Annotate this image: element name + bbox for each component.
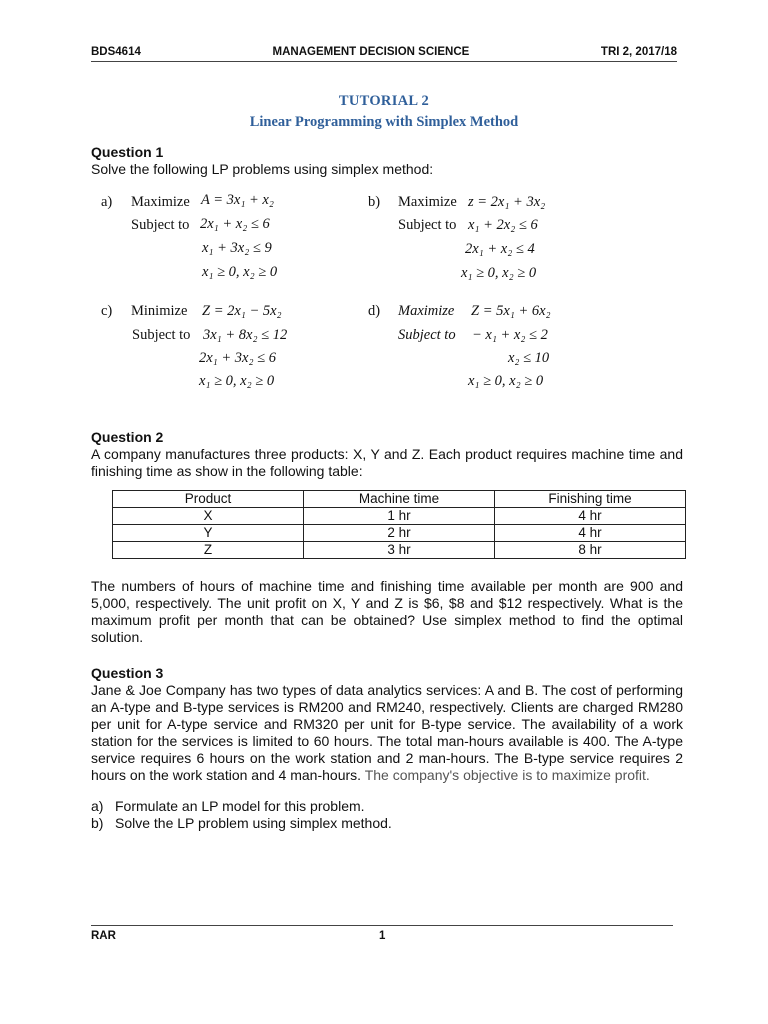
tutorial-title: TUTORIAL 2 — [338, 93, 430, 109]
list-item — [91, 815, 683, 832]
constraint: − x₁ + x₂ ≤ 2 — [472, 327, 548, 343]
course-name: MANAGEMENT DECISION SCIENCE — [272, 46, 470, 58]
page-header — [91, 46, 677, 62]
question-3-body — [91, 682, 683, 784]
term: TRI 2, 2017/18 — [600, 46, 677, 58]
table-cell: 4 hr — [495, 525, 686, 542]
column-header: Finishing time — [495, 491, 686, 508]
objective-keyword: Minimize — [131, 303, 188, 319]
column-header: Machine time — [304, 491, 495, 508]
problem-c — [101, 303, 361, 403]
table-cell: X — [113, 508, 304, 525]
table-cell: Z — [113, 542, 304, 559]
constraint: x₁ ≥ 0, x₂ ≥ 0 — [468, 373, 544, 389]
table-cell: 4 hr — [495, 508, 686, 525]
part-text: Formulate an LP model for this problem. — [115, 798, 365, 814]
product-table — [112, 490, 686, 559]
footer-initials: RAR — [91, 930, 116, 942]
table-cell: 8 hr — [495, 542, 686, 559]
page-number: 1 — [379, 930, 386, 942]
objective-keyword: Maximize — [398, 303, 455, 319]
table-cell: 1 hr — [304, 508, 495, 525]
main-content — [91, 144, 683, 832]
constraint: x₁ + 2x₂ ≤ 6 — [468, 217, 538, 233]
problem-label: d) — [368, 303, 381, 319]
constraint: 2x₁ + x₂ ≤ 6 — [200, 216, 270, 232]
problem-d — [368, 303, 638, 403]
column-header: Product — [113, 491, 304, 508]
subject-keyword: Subject to — [398, 217, 457, 233]
objective-function: Z = 5x₁ + 6x₂ — [471, 303, 551, 319]
constraint: x₂ ≤ 10 — [508, 350, 550, 366]
constraint: x₁ ≥ 0, x₂ ≥ 0 — [199, 373, 275, 389]
problem-label: a) — [101, 194, 113, 210]
table-header-row — [113, 491, 686, 508]
question-1-intro: Solve the following LP problems using simplex method: — [91, 161, 434, 177]
question-3-text: Jane & Joe Company has two types of data analytics services: A and B. The cost of performing an A-type and B-type services is RM200 and RM240, respectively. Clients are charged RM280 per unit for A-type service and RM320 per unit for B-type service. The availability of a work station for the services is limited to 60 hours. The total man-hours available is 400. The A-type service requires 6 hours on the work station and 2 man-hours. The B-type service requires 2 hours on the work station and 4 man-hours. — [91, 682, 683, 783]
constraint: x₁ ≥ 0, x₂ ≥ 0 — [202, 264, 278, 280]
list-item — [91, 798, 683, 815]
constraint: 2x₁ + x₂ ≤ 4 — [465, 241, 535, 257]
part-text: Solve the LP problem using simplex method. — [115, 815, 392, 831]
subject-keyword: Subject to — [132, 327, 191, 343]
question-3-objective: The company's objective is to maximize profit. — [364, 767, 650, 783]
table-row — [113, 525, 686, 542]
question-2-body: The numbers of hours of machine time and finishing time available per month are 900 and 5,000, respectively. The unit profit on X, Y and Z is $6, $8 and $12 respectively. What is the maximum profit per month that can be obtained? Use simplex method to find the optimal solution. — [91, 578, 683, 645]
question-1-heading: Question 1 — [91, 144, 164, 160]
part-label: b) — [91, 815, 104, 831]
table-cell: Y — [113, 525, 304, 542]
course-code: BDS4614 — [91, 46, 141, 58]
objective-function: z = 2x₁ + 3x₂ — [468, 194, 546, 210]
subject-keyword: Subject to — [131, 217, 190, 233]
constraint: 2x₁ + 3x₂ ≤ 6 — [199, 350, 276, 366]
objective-function: Z = 2x₁ − 5x₂ — [202, 303, 282, 319]
page-footer — [91, 930, 673, 942]
question-2-heading: Question 2 — [91, 429, 164, 445]
problem-a — [101, 194, 361, 294]
table-cell: 3 hr — [304, 542, 495, 559]
objective-function: A = 3x₁ + x₂ — [201, 192, 274, 208]
constraint: 3x₁ + 8x₂ ≤ 12 — [203, 327, 288, 343]
table-cell: 2 hr — [304, 525, 495, 542]
problem-b — [368, 194, 628, 294]
constraint: x₁ ≥ 0, x₂ ≥ 0 — [461, 265, 537, 281]
footer-rule — [91, 925, 673, 926]
problem-label: b) — [368, 194, 381, 210]
question-3-parts — [91, 798, 683, 832]
objective-keyword: Maximize — [131, 194, 190, 210]
part-label: a) — [91, 798, 104, 814]
question-2-intro: A company manufactures three products: X, Y and Z. Each product requires machine time and finishing time as show in the following table: — [91, 446, 683, 479]
tutorial-topic: Linear Programming with Simplex Method — [249, 114, 519, 130]
lp-problems — [91, 184, 683, 424]
table-row — [113, 508, 686, 525]
document-title — [0, 93, 768, 131]
table-row — [113, 542, 686, 559]
constraint: x₁ + 3x₂ ≤ 9 — [202, 240, 272, 256]
problem-label: c) — [101, 303, 113, 319]
question-3-heading: Question 3 — [91, 665, 164, 681]
subject-keyword: Subject to — [398, 327, 456, 343]
objective-keyword: Maximize — [398, 194, 457, 210]
